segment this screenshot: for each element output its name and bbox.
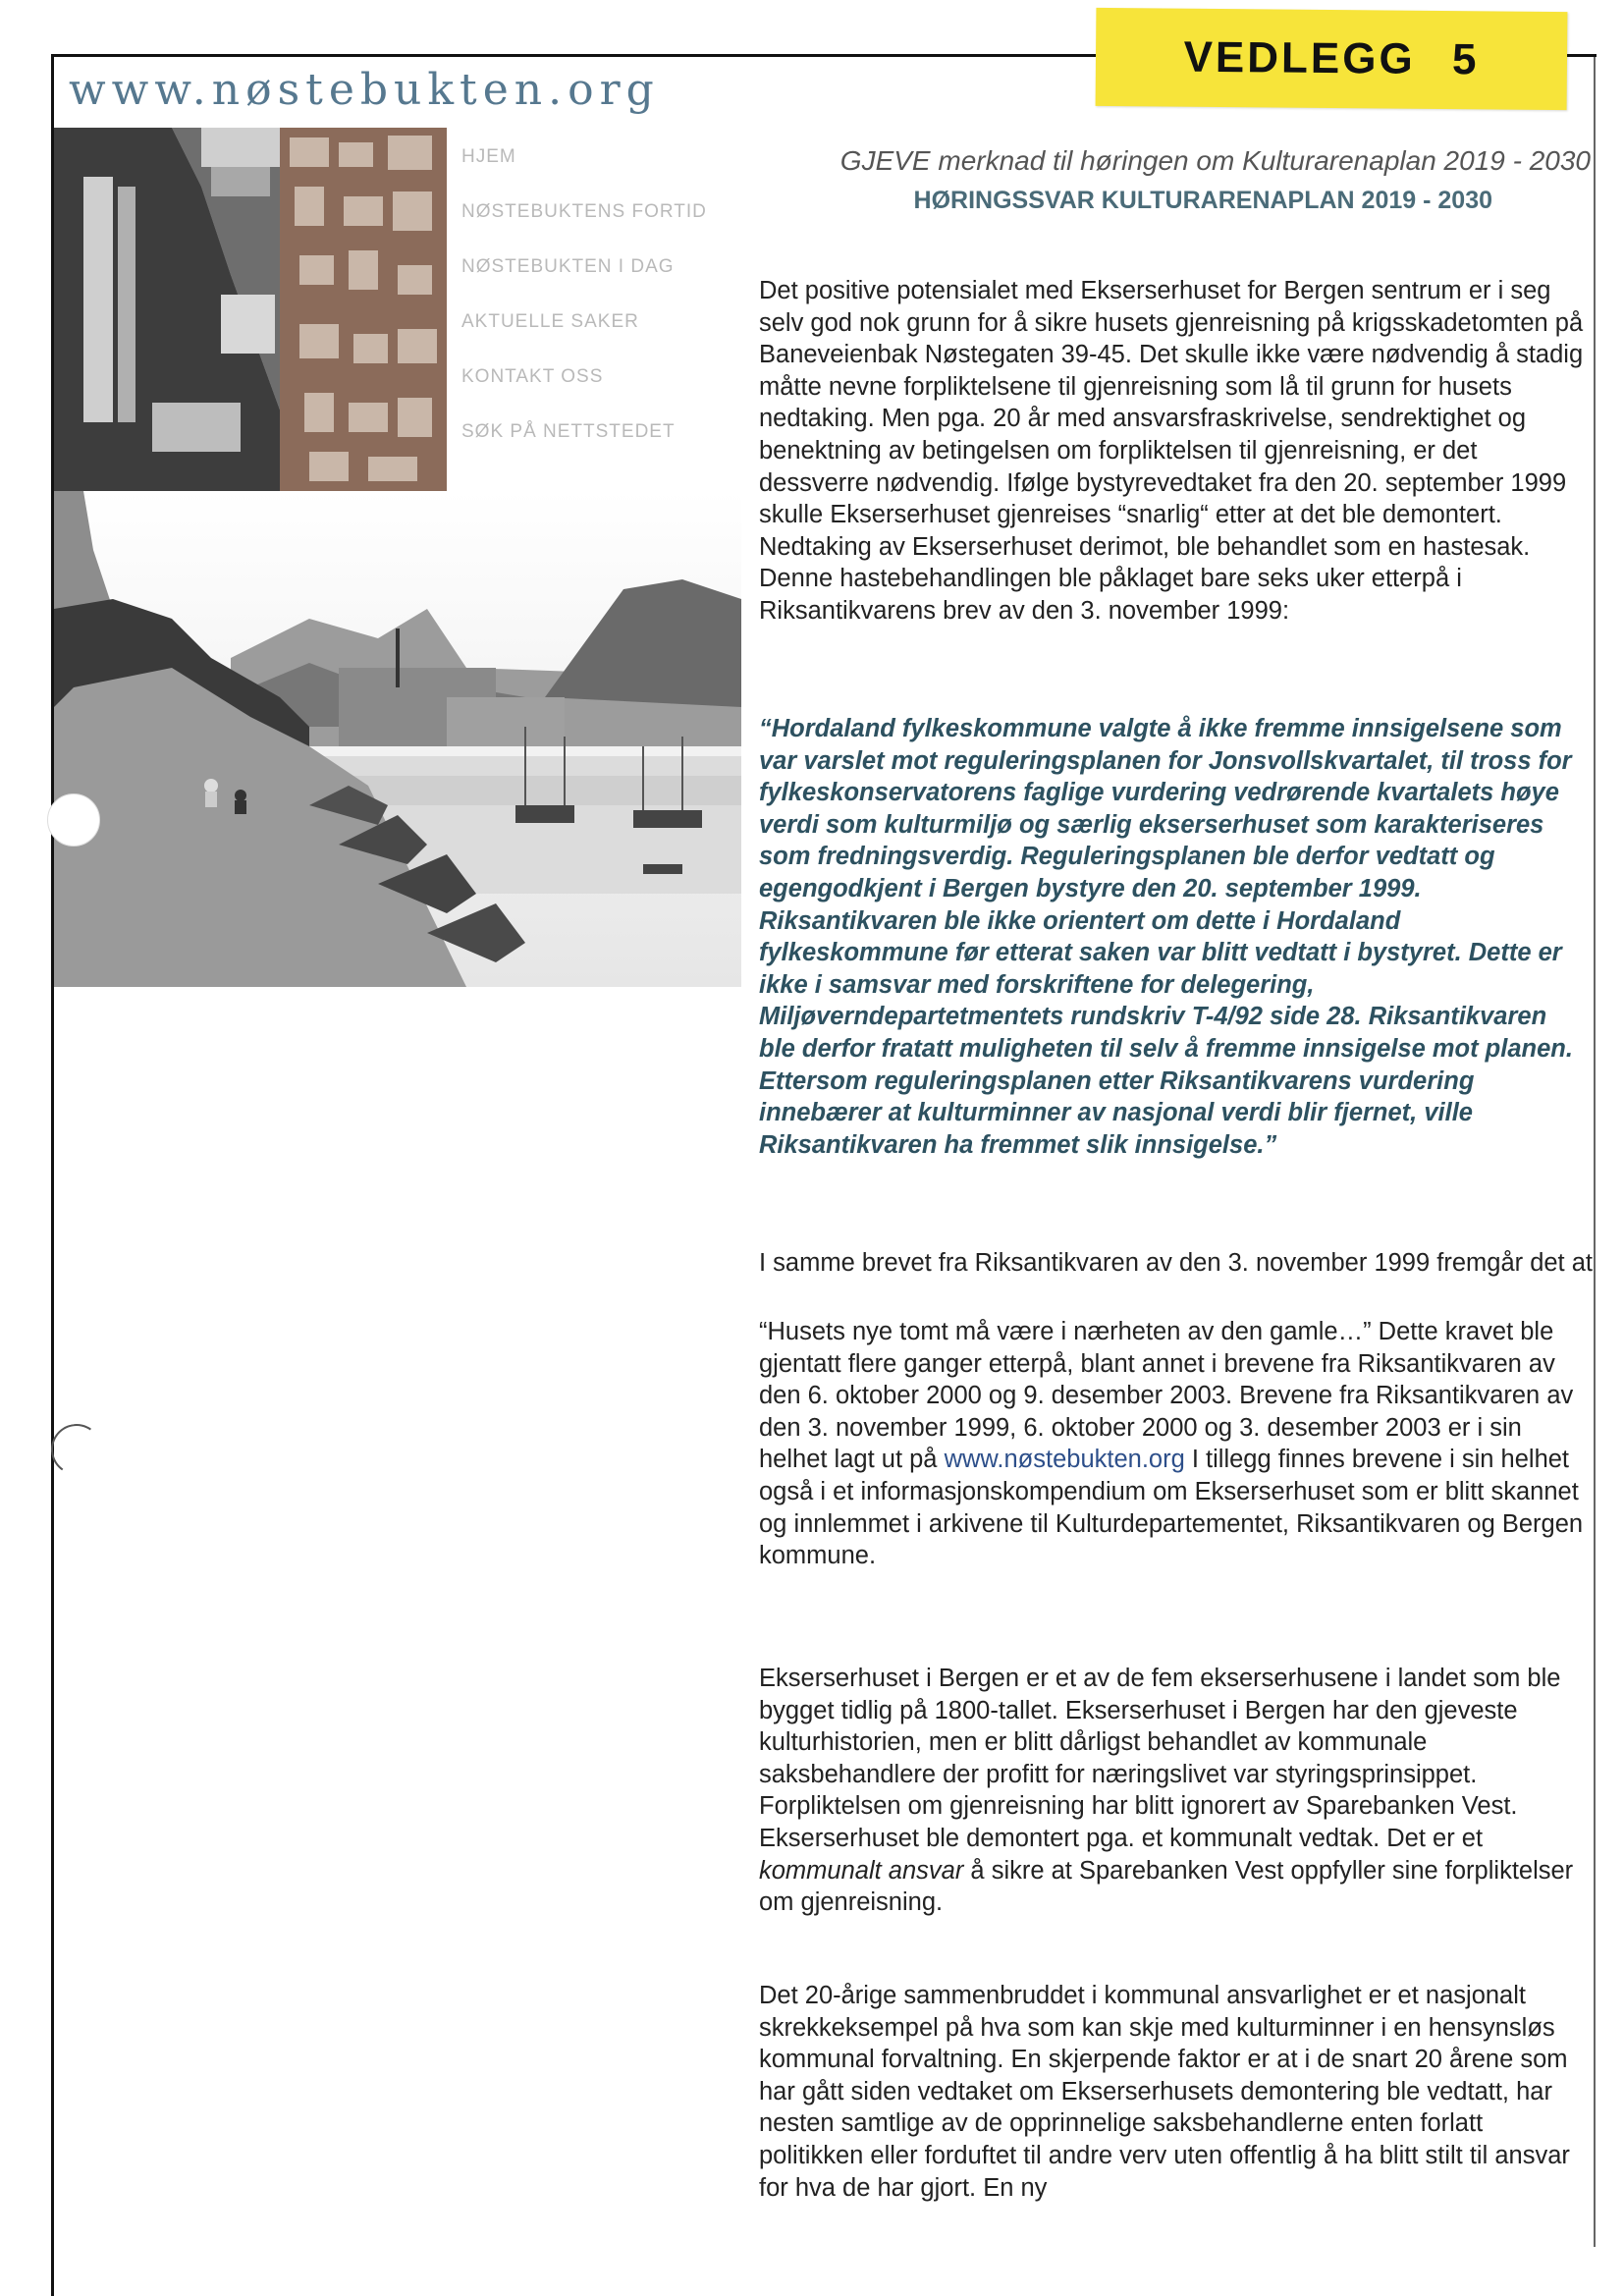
paragraph-3 [759,1316,1594,1572]
paragraph-3-text: “Husets nye tomt må være i nærheten av den gamle…” Dette kravet ble gjentatt flere ganger etterpå, blant annet i brevene fra Riksantikvaren av den 6. oktober 2000 og 9. desember 2003. Brevene fra Riksantikvaren av den 3. november 1999, 6. oktober 2000 og 3. desember 2003 er i sin helhet lagt ut på [759,1318,1574,1474]
nav-item-kontakt[interactable]: KONTAKT OSS [461,366,604,387]
nav-item-aktuelle-saker[interactable]: AKTUELLE SAKER [461,311,639,332]
paragraph-5-text: Ekserserhuset ble demontert pga. et kommunalt vedtak. Det er et [759,1825,1484,1852]
punch-hole [47,793,100,847]
paragraph-5-emphasis: kommunalt ansvar [759,1856,964,1885]
site-navigation [461,145,707,475]
nav-item-i-dag[interactable]: NØSTEBUKTEN I DAG [461,256,675,277]
attachment-label: VEDLEGG 5 [1183,32,1480,84]
site-logo[interactable]: www.nøstebukten.org [69,65,660,115]
paragraph-2: I samme brevet fra Riksantikvaren av den 3. november 1999 fremgår det at [759,1249,1593,1277]
document-subtitle: HØRINGSSVAR KULTURARENAPLAN 2019 - 2030 [913,187,1492,214]
paragraph-6: Det 20-årige sammenbruddet i kommunal ansvarlighet er et nasjonalt skrekkeksempel på hva som kan skje med kulturminner i en hensynsløs kommunal forvaltning. En skjerpende faktor er at i de snart 20 årene som har gått siden vedtaket om Ekserserhusets demontering ble vedtatt, har nesten samtlige av de opprinnelige saksbehandlerne enten forlatt politikken eller forduftet til andre verv uten offentlig å ha blitt stilt til ansvar for hva de har gjort. En ny [759,1982,1570,2202]
paragraph-5-text-continued: å sikre at Sparebanken Vest oppfyller sine forpliktelser om gjenreisning. [759,1856,1574,1917]
website-link[interactable]: www.nøstebukten.org [944,1446,1185,1474]
nav-item-hjem[interactable]: HJEM [461,146,516,167]
aerial-photo [54,128,447,491]
quoted-letter: “Hordaland fylkeskommune valgte å ikke fremme innsigelsene som var varslet mot reguleringsplanen for Jonsvollskvartalet, til tross for fylkeskonservatorens faglige vurdering vedrørende kvartalets høye verdi som kulturmiljø og særlig ekserserhuset som karakteriseres som fredningsverdig. Reguleringsplanen ble derfor vedtatt og egengodkjent i Bergen bystyre den 20. september 1999. Riksantikvaren ble ikke orientert om dette i Hordaland fylkeskommune før etterat saken var blitt vedtatt i bystyret. Dette er ikke i samsvar med forskriftene for delegering, Miljøverndepartetmentets rundskriv T-4/92 side 28. Riksantikvaren ble derfor fratatt muligheten til selv å fremme innsigelse mot planen. Ettersom reguleringsplanen etter Riksantikvarens vurdering innebærer at kulturminner av nasjonal verdi blir fjernet, ville Riksantikvaren ha fremmet slik innsigelse.” [759,715,1573,1159]
document-title: GJEVE merknad til høringen om Kulturarenaplan 2019 - 2030 [839,145,1591,176]
nav-item-fortid[interactable]: NØSTEBUKTENS FORTID [461,201,707,222]
nav-item-sok[interactable]: SØK PÅ NETTSTEDET [461,421,676,442]
punch-hole-mark [47,1420,106,1479]
paragraph-5 [759,1823,1594,1919]
paragraph-4: Ekserserhuset i Bergen er et av de fem ekserserhusene i landet som ble bygget tidlig på 1800-tallet. Ekserserhuset i Bergen har den gjeveste kulturhistorien, men er blitt dårligst behandlet av kommunale saksbehandlere der profitt for næringslivet var styringsprinsippet. Forpliktelsen om gjenreisning har blitt ignorert av Sparebanken Vest. [759,1665,1561,1821]
paragraph-3-text-continued: I tillegg finnes brevene i sin helhet også i et informasjonskompendium om Ekserserhuset som er blitt skannet og innlemmet i arkivene til Kulturdepartementet, Riksantikvaren og Bergen kommune. [759,1446,1584,1570]
paragraph-1: Det positive potensialet med Ekserserhuset for Bergen sentrum er i seg selv god nok grunn for å sikre husets gjenreisning på krigsskadetomten på Baneveienbak Nøstegaten 39-45. Det skulle ikke være nødvendig å stadig måtte nevne forpliktelsene til gjenreisning som lå til grunn for husets nedtaking. Men pga. 20 år med ansvarsfraskrivelse, sendrektighet og benektning av betingelsen om forpliktelsen til gjenreisning, er det dessverre nødvendig. Ifølge bystyrevedtaket fra den 20. september 1999 skulle Ekserserhuset gjenreises “snarlig“ etter at det ble demontert. Nedtaking av Ekserserhuset derimot, ble behandlet som en hastesak. Denne hastebehandlingen ble påklaget bare seks uker etterpå i Riksantikvarens brev av den 3. november 1999: [759,277,1584,625]
attachment-label-sticker [1096,8,1568,110]
page-frame-right [1594,57,1596,2247]
historic-harbour-photo [54,491,741,987]
